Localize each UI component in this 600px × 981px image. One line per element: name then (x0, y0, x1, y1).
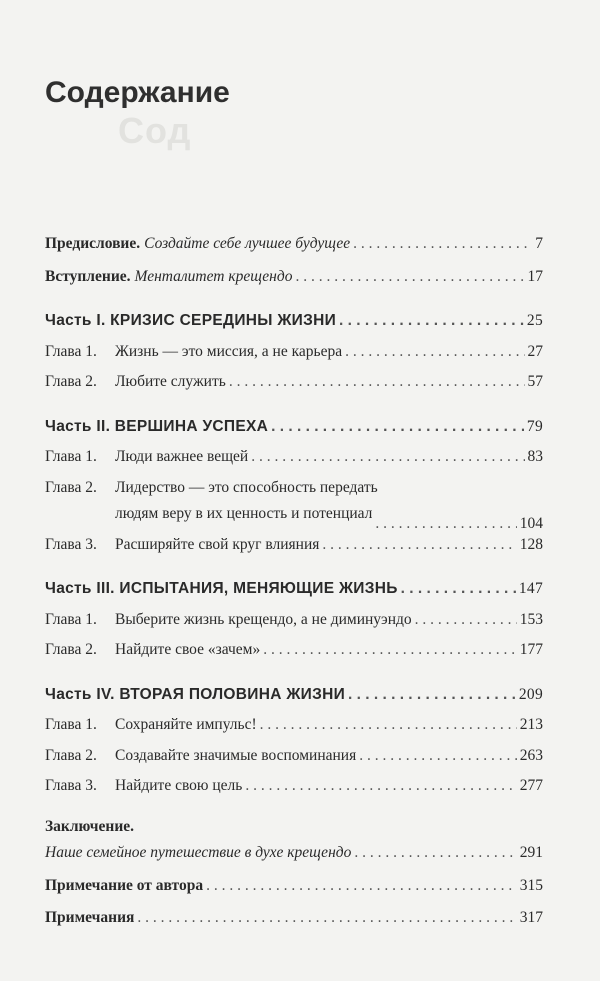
toc-chapter-continuation[interactable] (45, 501, 543, 532)
table-of-contents (45, 231, 543, 932)
page-number: 7 (535, 235, 543, 252)
toc-entry-author-note[interactable] (45, 873, 543, 900)
toc-part-2[interactable] (45, 414, 543, 441)
dot-leader (339, 308, 524, 335)
toc-chapter[interactable] (45, 339, 543, 366)
toc-part-1[interactable] (45, 308, 543, 335)
toc-chapter[interactable] (45, 637, 543, 664)
dot-leader (348, 682, 516, 709)
toc-chapter[interactable] (45, 475, 543, 502)
chapter-prefix: Глава 3. (45, 535, 97, 553)
chapter-title: Найдите свое «зачем» (115, 641, 261, 658)
dot-leader (401, 576, 516, 603)
chapter-prefix: Глава 1. (45, 716, 97, 733)
page-number: 177 (519, 641, 543, 658)
toc-chapter[interactable] (45, 773, 543, 800)
toc-chapter[interactable] (45, 444, 543, 471)
chapter-title: Люди важнее вещей (115, 448, 249, 465)
chapter-title-continued: людям веру в их ценность и потенциал (115, 505, 373, 522)
dot-leader (260, 712, 517, 739)
chapter-prefix: Глава 2. (45, 641, 97, 658)
chapter-title: Сохраняйте импульс! (115, 716, 257, 733)
part-title: Часть IV. ВТОРАЯ ПОЛОВИНА ЖИЗНИ (45, 685, 346, 703)
chapter-title: Любите служить (115, 373, 226, 390)
bleed-through-text: Сод (118, 110, 192, 151)
toc-conclusion-label[interactable]: Заключение. (45, 817, 135, 835)
dot-leader (354, 840, 516, 867)
chapter-prefix: Глава 1. (45, 610, 97, 628)
chapter-title: Жизнь — это миссия, а не карьера (115, 342, 343, 360)
page-number: 209 (518, 685, 543, 703)
page-number: 291 (519, 844, 543, 861)
toc-chapter[interactable] (45, 607, 543, 634)
page-number: 25 (526, 312, 543, 329)
entry-subtitle: Наше семейное путешествие в духе крещендо (45, 844, 352, 861)
chapter-prefix: Глава 2. (45, 373, 97, 390)
page-number: 147 (518, 580, 543, 597)
dot-leader (295, 264, 524, 291)
entry-subtitle: Создайте себе лучшее будущее (144, 235, 351, 252)
dot-leader (137, 905, 516, 932)
chapter-prefix: Глава 2. (45, 746, 97, 764)
toc-chapter[interactable] (45, 369, 543, 396)
toc-part-3[interactable] (45, 576, 543, 603)
page-number: 263 (519, 746, 543, 764)
page-number: 27 (527, 342, 543, 360)
page-number: 277 (519, 777, 543, 794)
part-title: Часть I. КРИЗИС СЕРЕДИНЫ ЖИЗНИ (45, 312, 337, 329)
chapter-title: Расширяйте свой круг влияния (115, 535, 320, 553)
page-number: 315 (519, 876, 543, 894)
chapter-title: Выберите жизнь крещендо, а не диминуэндо (115, 610, 412, 628)
dot-leader (229, 369, 525, 396)
dot-leader (271, 414, 524, 441)
toc-entry-intro[interactable] (45, 264, 543, 291)
toc-entry-conclusion[interactable] (45, 840, 543, 867)
toc-part-4[interactable] (45, 682, 543, 709)
dot-leader (322, 532, 516, 559)
page-number: 128 (519, 535, 543, 553)
chapter-prefix: Глава 2. (45, 478, 97, 496)
page-title: Содержание (45, 76, 230, 109)
entry-label: Примечания (45, 909, 135, 926)
chapter-title: Лидерство — это способность передать (115, 478, 378, 496)
toc-entry-notes[interactable] (45, 905, 543, 932)
page-number: 57 (527, 373, 543, 390)
part-title: Часть II. ВЕРШИНА УСПЕХА (45, 417, 269, 435)
dot-leader (251, 444, 524, 471)
dot-leader (345, 339, 524, 366)
entry-subtitle: Менталитет крещендо (134, 267, 293, 285)
toc-entry-foreword[interactable] (45, 231, 543, 258)
dot-leader (415, 607, 517, 634)
entry-label: Предисловие. (45, 235, 141, 252)
dot-leader (353, 231, 532, 258)
toc-chapter[interactable] (45, 712, 543, 739)
page-number: 79 (526, 417, 543, 435)
chapter-title: Создавайте значимые воспоминания (115, 746, 357, 764)
toc-chapter[interactable] (45, 743, 543, 770)
entry-label: Вступление. (45, 267, 131, 285)
page-number: 153 (519, 610, 543, 628)
page-number: 17 (527, 267, 543, 285)
entry-label: Примечание от автора (45, 876, 204, 894)
dot-leader (263, 637, 517, 664)
dot-leader (359, 743, 517, 770)
dot-leader (245, 773, 516, 800)
toc-chapter[interactable] (45, 532, 543, 559)
page-number: 104 (519, 514, 543, 532)
page-number: 213 (519, 716, 543, 733)
page-number: 83 (527, 448, 543, 465)
chapter-prefix: Глава 3. (45, 777, 97, 794)
part-title: Часть III. ИСПЫТАНИЯ, МЕНЯЮЩИЕ ЖИЗНЬ (45, 580, 398, 597)
chapter-prefix: Глава 1. (45, 342, 97, 360)
page-number: 317 (519, 909, 543, 926)
dot-leader (206, 873, 517, 900)
chapter-prefix: Глава 1. (45, 448, 97, 465)
chapter-title: Найдите свою цель (115, 777, 243, 794)
